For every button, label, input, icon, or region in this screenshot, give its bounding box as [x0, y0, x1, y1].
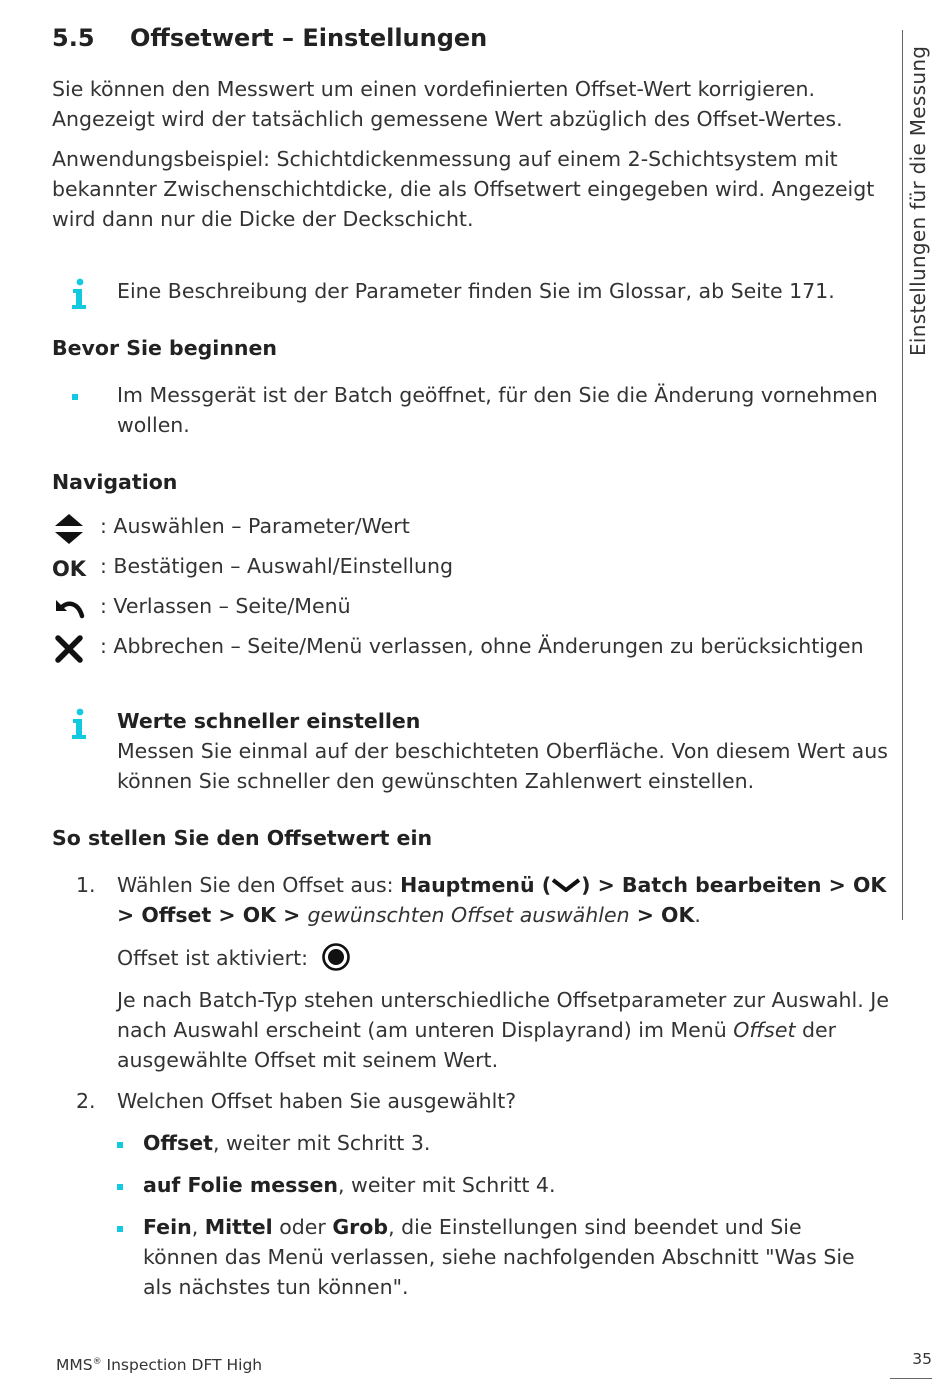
offset-menu-name: Offset	[733, 1018, 796, 1042]
bullet-square	[72, 394, 78, 400]
chevron-down-icon	[551, 877, 581, 893]
offset-note-a: Je nach Batch-Typ stehen unterschiedliche Offsetparameter zur Auswahl. Je nach Auswahl erscheint (am unteren Displayrand) im Menü	[117, 988, 889, 1042]
intro-paragraph-2: Anwendungsbeispiel: Schichtdickenmessung auf einem 2-Schichtsystem mit bekannter Zwischenschichtdicke, die als Offsetwert eingegeben wird. Angezeigt wird dann nur die Dicke der Deckschicht.	[52, 147, 875, 231]
procedure-heading: So stellen Sie den Offsetwert ein	[52, 826, 433, 850]
cancel-x-icon	[52, 632, 86, 666]
nav-row-back	[52, 592, 902, 626]
navigation-heading: Navigation	[52, 470, 178, 494]
menu-path-b: ) > Batch bearbeiten > OK > Offset > OK >	[117, 873, 887, 927]
step-number: 1.	[76, 873, 96, 897]
option-text	[143, 1212, 883, 1302]
bullet-square	[117, 1184, 123, 1190]
nav-row-select	[52, 512, 902, 546]
info-icon	[68, 708, 90, 740]
option-text	[143, 1170, 883, 1200]
offset-note	[117, 985, 897, 1075]
nav-row-confirm	[52, 552, 902, 586]
section-number: 5.5	[52, 24, 95, 52]
option-rest: , weiter mit Schritt 4.	[338, 1173, 556, 1197]
step-2	[52, 1086, 892, 1116]
option-bold: Offset	[143, 1131, 213, 1155]
menu-path-a: Hauptmenü (	[400, 873, 552, 897]
option-rest: , die Einstellungen sind beendet und Sie können das Menü verlassen, siehe nachfolgenden Abschnitt "Was Sie als nächstes tun können".	[143, 1215, 855, 1299]
before-bullet-text: Im Messgerät ist der Batch geöffnet, für den Sie die Änderung vornehmen wollen.	[117, 383, 878, 437]
step-1-lead: Wählen Sie den Offset aus:	[117, 873, 401, 897]
menu-path-italic: gewünschten Offset auswählen	[307, 903, 630, 927]
option-text	[143, 1128, 883, 1158]
side-divider	[902, 30, 903, 920]
section-title: Offsetwert – Einstellungen	[130, 24, 488, 52]
offset-note-b: der ausgewählte Offset mit seinem Wert.	[117, 1018, 837, 1072]
step-body	[117, 870, 897, 1075]
step-number: 2.	[76, 1089, 96, 1113]
step-2-text: Welchen Offset haben Sie ausgewählt?	[117, 1089, 517, 1113]
radio-selected-icon	[321, 942, 351, 972]
page-number: 35	[912, 1350, 932, 1368]
footer-product	[56, 1356, 262, 1374]
footer-brand: MMS	[56, 1356, 93, 1374]
step-1-instruction	[117, 870, 897, 930]
section-heading	[52, 24, 487, 52]
info-note-title: Werte schneller einstellen	[117, 709, 421, 733]
option-fein: Fein	[143, 1215, 192, 1239]
offset-activated-text: Offset ist aktiviert:	[117, 946, 309, 970]
back-arrow-icon	[52, 592, 86, 626]
nav-text: : Verlassen – Seite/Menü	[100, 594, 351, 618]
chapter-label: Einstellungen für die Messung	[906, 45, 930, 356]
page-number-underline	[890, 1378, 932, 1379]
nav-text: : Auswählen – Parameter/Wert	[100, 514, 410, 538]
option-grob: Grob	[332, 1215, 389, 1239]
option-bold: auf Folie messen	[143, 1173, 339, 1197]
bullet-square	[117, 1142, 123, 1148]
up-down-arrows-icon	[52, 512, 86, 546]
menu-path-c: > OK	[629, 903, 695, 927]
info-note-text: Eine Beschreibung der Parameter finden Sie im Glossar, ab Seite 171.	[117, 279, 835, 303]
footer-reg-mark: ®	[92, 1356, 102, 1367]
menu-path-end: .	[694, 903, 701, 927]
option-rest: , weiter mit Schritt 3.	[212, 1131, 431, 1155]
info-icon	[68, 278, 90, 310]
before-heading: Bevor Sie beginnen	[52, 336, 278, 360]
bullet-square	[117, 1226, 123, 1232]
intro-paragraph-1: Sie können den Messwert um einen vordefinierten Offset-Wert korrigieren. Angezeigt wird der tatsächlich gemessene Wert abzüglich des Offset-Wertes.	[52, 77, 843, 131]
option-sep-2: oder	[272, 1215, 333, 1239]
ok-key-icon: OK	[51, 557, 87, 581]
offset-activated-line	[117, 942, 897, 973]
option-mittel: Mittel	[204, 1215, 273, 1239]
footer-product-rest: Inspection DFT High	[101, 1356, 263, 1374]
option-sep-1: ,	[191, 1215, 205, 1239]
nav-text: : Bestätigen – Auswahl/Einstellung	[100, 554, 453, 578]
info-note-body	[117, 706, 897, 796]
info-note-text: Messen Sie einmal auf der beschichteten Oberfläche. Von diesem Wert aus können Sie schneller den gewünschten Zahlenwert einstellen.	[117, 739, 888, 793]
nav-row-cancel	[52, 632, 902, 666]
nav-text: : Abbrechen – Seite/Menü verlassen, ohne Änderungen zu berücksichtigen	[100, 634, 864, 658]
step-1	[52, 870, 892, 1070]
chapter-side-tab	[898, 30, 950, 920]
